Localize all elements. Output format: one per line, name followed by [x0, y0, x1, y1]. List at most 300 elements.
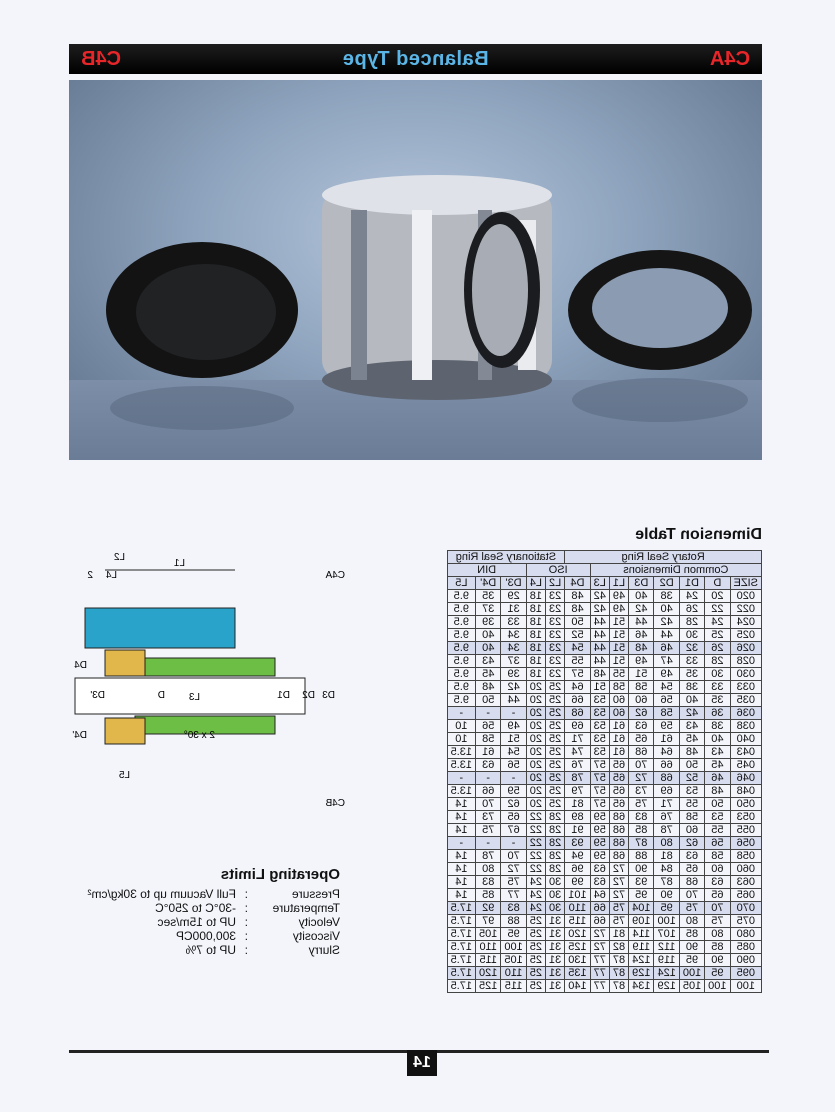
column-header: D2: [654, 577, 679, 590]
label-d1: D1: [277, 690, 290, 701]
table-cell: 58: [705, 850, 730, 863]
table-cell: 76: [565, 759, 590, 772]
table-cell: 114: [629, 928, 654, 941]
table-cell: 44: [590, 655, 609, 668]
table-cell: 130: [565, 954, 590, 967]
table-cell: 59: [590, 811, 609, 824]
table-cell: 44: [629, 616, 654, 629]
table-cell: 18: [526, 603, 545, 616]
table-cell: 59: [590, 824, 609, 837]
table-cell: 87: [609, 954, 628, 967]
table-cell: 31: [546, 915, 565, 928]
table-cell: 31: [546, 980, 565, 993]
table-cell: 63: [679, 850, 704, 863]
table-cell: 68: [609, 811, 628, 824]
table-cell: 49: [609, 603, 628, 616]
table-cell: 33: [679, 655, 704, 668]
table-cell: 42: [679, 707, 704, 720]
table-cell: 105: [476, 928, 501, 941]
table-cell: 66: [590, 915, 609, 928]
table-cell: 58: [476, 733, 501, 746]
table-cell: 93: [565, 837, 590, 850]
table-cell: 31: [546, 954, 565, 967]
table-cell: 9.5: [447, 616, 475, 629]
table-cell: 20: [526, 707, 545, 720]
table-cell: 85: [629, 824, 654, 837]
table-cell: 095: [730, 967, 761, 980]
table-cell: 77: [501, 889, 526, 902]
table-cell: 48: [679, 746, 704, 759]
table-cell: 96: [565, 863, 590, 876]
limit-label: Pressure: [291, 887, 340, 901]
table-cell: 14: [447, 850, 475, 863]
housing: [85, 608, 235, 648]
table-cell: 49: [609, 590, 628, 603]
table-cell: 024: [730, 616, 761, 629]
table-cell: 74: [565, 746, 590, 759]
table-row: [447, 902, 761, 915]
table-cell: 30: [705, 668, 730, 681]
table-cell: 53: [590, 707, 609, 720]
table-cell: 48: [629, 642, 654, 655]
table-cell: 83: [476, 876, 501, 889]
table-cell: 107: [654, 928, 679, 941]
table-cell: -: [501, 707, 526, 720]
seal-ring-bottom: [105, 718, 145, 744]
table-cell: 34: [501, 629, 526, 642]
table-cell: 60: [609, 694, 628, 707]
table-cell: 110: [501, 967, 526, 980]
table-cell: 25: [546, 785, 565, 798]
table-cell: 65: [705, 889, 730, 902]
table-cell: 68: [609, 824, 628, 837]
table-cell: 61: [476, 746, 501, 759]
table-cell: 9.5: [447, 681, 475, 694]
table-cell: 038: [730, 720, 761, 733]
table-cell: 20: [526, 746, 545, 759]
table-cell: 60: [705, 863, 730, 876]
mechanical-seal: [322, 175, 552, 400]
table-cell: 51: [501, 733, 526, 746]
table-cell: 48: [565, 603, 590, 616]
table-cell: 85: [679, 928, 704, 941]
table-cell: 040: [730, 733, 761, 746]
table-cell: 56: [501, 759, 526, 772]
limit-value: UP to 7%: [185, 943, 236, 957]
table-cell: 17.5: [447, 915, 475, 928]
column-header: D3: [629, 577, 654, 590]
table-cell: 85: [705, 941, 730, 954]
table-cell: 49: [629, 655, 654, 668]
table-cell: 48: [705, 785, 730, 798]
table-cell: 115: [476, 954, 501, 967]
product-photo: [69, 80, 762, 460]
table-cell: 050: [730, 798, 761, 811]
table-row: [447, 889, 761, 902]
table-cell: 063: [730, 876, 761, 889]
table-cell: 97: [476, 915, 501, 928]
table-cell: 95: [629, 889, 654, 902]
table-cell: 58: [679, 811, 704, 824]
table-cell: 115: [501, 980, 526, 993]
table-cell: 40: [629, 590, 654, 603]
table-cell: 87: [629, 837, 654, 850]
table-row: [447, 954, 761, 967]
common-header: Common Dimensions: [590, 564, 761, 577]
table-cell: 90: [705, 954, 730, 967]
table-cell: 25: [546, 733, 565, 746]
table-cell: 87: [609, 967, 628, 980]
table-cell: 25: [546, 694, 565, 707]
table-cell: 30: [546, 889, 565, 902]
table-cell: 110: [565, 902, 590, 915]
table-cell: 95: [679, 954, 704, 967]
limit-row: Temperature : -30°C to 250°C: [155, 901, 340, 915]
table-cell: 43: [705, 746, 730, 759]
table-cell: 43: [679, 720, 704, 733]
table-cell: 053: [730, 811, 761, 824]
table-cell: 17.5: [447, 941, 475, 954]
table-row: [447, 590, 761, 603]
table-cell: 64: [565, 681, 590, 694]
table-cell: 28: [679, 616, 704, 629]
table-cell: 64: [590, 889, 609, 902]
table-cell: 35: [476, 590, 501, 603]
label-2: 2: [87, 570, 93, 581]
table-cell: 124: [629, 954, 654, 967]
label-d4: D4: [74, 660, 87, 671]
table-cell: 95: [654, 902, 679, 915]
table-cell: 38: [705, 720, 730, 733]
table-cell: 44: [654, 629, 679, 642]
table-cell: 67: [501, 824, 526, 837]
table-cell: 105: [501, 954, 526, 967]
table-cell: 17.5: [447, 967, 475, 980]
table-cell: 20: [526, 785, 545, 798]
table-cell: 28: [546, 850, 565, 863]
rotary-part: [135, 658, 275, 676]
limit-value: -30°C to 250°C: [155, 901, 236, 915]
table-row: [447, 915, 761, 928]
table-cell: 75: [476, 824, 501, 837]
column-header: D: [705, 577, 730, 590]
table-cell: 28: [546, 824, 565, 837]
table-cell: 9.5: [447, 590, 475, 603]
limit-label: Slurry: [308, 943, 340, 957]
table-cell: 50: [705, 798, 730, 811]
table-cell: 81: [565, 798, 590, 811]
table-cell: 69: [565, 720, 590, 733]
table-cell: 13.5: [447, 785, 475, 798]
table-cell: 80: [705, 928, 730, 941]
table-cell: 68: [609, 850, 628, 863]
table-cell: 77: [590, 967, 609, 980]
table-cell: 52: [679, 772, 704, 785]
page-number: 14: [407, 1050, 437, 1076]
table-cell: 17.5: [447, 954, 475, 967]
table-cell: 73: [629, 785, 654, 798]
table-cell: 65: [609, 785, 628, 798]
table-cell: 109: [629, 915, 654, 928]
table-cell: 42: [590, 590, 609, 603]
table-cell: 85: [476, 889, 501, 902]
table-cell: 90: [679, 941, 704, 954]
table-cell: 18: [526, 642, 545, 655]
table-cell: 61: [654, 733, 679, 746]
table-cell: 71: [565, 733, 590, 746]
table-cell: 28: [546, 837, 565, 850]
table-row: [447, 928, 761, 941]
stationary-header: Stationary Seal Ring: [447, 551, 565, 564]
table-cell: 57: [590, 785, 609, 798]
table-cell: 25: [546, 798, 565, 811]
table-cell: 44: [590, 616, 609, 629]
column-header: L4: [526, 577, 545, 590]
table-cell: 94: [565, 850, 590, 863]
table-cell: 89: [565, 811, 590, 824]
table-cell: 68: [654, 772, 679, 785]
limit-row: Pressure : Full Vacuum up to 30kg/cm²: [87, 887, 340, 901]
table-cell: 100: [679, 967, 704, 980]
table-cell: 66: [590, 902, 609, 915]
table-cell: 26: [705, 642, 730, 655]
table-cell: 51: [609, 629, 628, 642]
table-cell: 14: [447, 811, 475, 824]
table-cell: 55: [565, 655, 590, 668]
table-cell: 51: [590, 681, 609, 694]
table-cell: 62: [679, 837, 704, 850]
table-cell: 72: [609, 863, 628, 876]
table-cell: 18: [526, 668, 545, 681]
table-cell: 14: [447, 824, 475, 837]
table-cell: 35: [705, 694, 730, 707]
table-cell: 56: [705, 837, 730, 850]
table-cell: -: [447, 772, 475, 785]
label-l3: L3: [188, 692, 200, 703]
table-cell: 60: [629, 694, 654, 707]
table-row: [447, 655, 761, 668]
table-cell: 59: [501, 785, 526, 798]
table-cell: 25: [546, 746, 565, 759]
table-cell: 25: [526, 967, 545, 980]
table-cell: 033: [730, 681, 761, 694]
label-l1: L1: [173, 558, 185, 569]
table-cell: 9.5: [447, 603, 475, 616]
table-cell: 22: [526, 850, 545, 863]
limit-row: Velocity : UP to 15m/sec: [157, 915, 340, 929]
table-cell: 53: [590, 694, 609, 707]
table-cell: 17.5: [447, 980, 475, 993]
table-cell: 17.5: [447, 902, 475, 915]
table-cell: 36: [705, 707, 730, 720]
table-cell: 080: [730, 928, 761, 941]
table-cell: 24: [526, 889, 545, 902]
table-cell: 75: [609, 902, 628, 915]
limit-value: 300,000CP: [175, 929, 236, 943]
table-cell: 95: [501, 928, 526, 941]
table-cell: 23: [546, 655, 565, 668]
table-cell: 58: [629, 681, 654, 694]
table-row: [447, 824, 761, 837]
table-cell: 75: [705, 915, 730, 928]
table-cell: 30: [546, 902, 565, 915]
table-cell: 115: [565, 915, 590, 928]
table-cell: 53: [590, 746, 609, 759]
table-cell: 24: [526, 902, 545, 915]
table-cell: -: [476, 837, 501, 850]
table-cell: 058: [730, 850, 761, 863]
table-cell: 45: [679, 733, 704, 746]
table-cell: 88: [501, 915, 526, 928]
table-cell: 14: [447, 889, 475, 902]
table-cell: 035: [730, 694, 761, 707]
table-cell: 070: [730, 902, 761, 915]
table-cell: 72: [501, 863, 526, 876]
table-cell: 72: [590, 928, 609, 941]
table-cell: 20: [526, 798, 545, 811]
table-cell: 24: [705, 616, 730, 629]
table-cell: 82: [609, 941, 628, 954]
table-row: [447, 980, 761, 993]
table-cell: 036: [730, 707, 761, 720]
table-cell: 020: [730, 590, 761, 603]
table-cell: 76: [654, 811, 679, 824]
table-cell: 53: [590, 720, 609, 733]
table-cell: 65: [679, 863, 704, 876]
column-header: D1: [679, 577, 704, 590]
type-tag-right: C4B: [81, 47, 122, 70]
table-cell: 45: [705, 759, 730, 772]
table-cell: 65: [629, 733, 654, 746]
table-cell: 79: [565, 785, 590, 798]
table-cell: 90: [654, 889, 679, 902]
table-cell: 140: [565, 980, 590, 993]
table-cell: 29: [501, 590, 526, 603]
table-cell: 30: [546, 876, 565, 889]
table-cell: 124: [654, 967, 679, 980]
table-cell: 87: [654, 876, 679, 889]
table-cell: 70: [501, 850, 526, 863]
table-cell: 72: [609, 889, 628, 902]
table-cell: 23: [546, 629, 565, 642]
table-cell: 119: [654, 954, 679, 967]
table-cell: 28: [546, 863, 565, 876]
table-cell: 25: [526, 954, 545, 967]
table-cell: 49: [501, 720, 526, 733]
limit-row: Slurry : UP to 7%: [185, 943, 340, 957]
table-cell: 48: [476, 681, 501, 694]
table-cell: 68: [565, 707, 590, 720]
table-cell: 65: [609, 759, 628, 772]
table-cell: 68: [629, 746, 654, 759]
table-cell: 73: [476, 811, 501, 824]
table-cell: 51: [609, 642, 628, 655]
table-cell: 68: [609, 837, 628, 850]
table-cell: 25: [526, 941, 545, 954]
table-cell: 046: [730, 772, 761, 785]
table-cell: 44: [501, 694, 526, 707]
table-cell: 55: [609, 668, 628, 681]
label-c4a: C4A: [325, 570, 345, 581]
table-cell: 31: [501, 603, 526, 616]
table-cell: 9.5: [447, 629, 475, 642]
limit-row: Viscosity : 300,000CP: [175, 929, 340, 943]
table-cell: 20: [526, 720, 545, 733]
label-c4b: C4B: [325, 798, 345, 808]
limit-value: Full Vacuum up to 30kg/cm²: [87, 887, 236, 901]
table-cell: 24: [679, 590, 704, 603]
table-cell: 53: [590, 733, 609, 746]
table-cell: 100: [705, 980, 730, 993]
table-cell: 77: [590, 954, 609, 967]
table-cell: 61: [609, 720, 628, 733]
column-header: SIZE: [730, 577, 761, 590]
table-cell: 61: [609, 746, 628, 759]
table-cell: 70: [476, 798, 501, 811]
limit-label: Temperature: [272, 901, 340, 915]
label-d3: D3: [322, 690, 335, 701]
table-cell: 9.5: [447, 668, 475, 681]
table-cell: 33: [501, 616, 526, 629]
table-cell: 23: [546, 616, 565, 629]
table-cell: 075: [730, 915, 761, 928]
seal-ring-top: [105, 650, 145, 676]
table-cell: 54: [654, 681, 679, 694]
table-cell: 23: [546, 590, 565, 603]
table-cell: 22: [705, 603, 730, 616]
table-cell: 64: [654, 746, 679, 759]
table-cell: 085: [730, 941, 761, 954]
table-cell: 25: [546, 681, 565, 694]
label-d3p: D3': [90, 690, 105, 701]
table-row: [447, 798, 761, 811]
table-cell: 14: [447, 863, 475, 876]
table-cell: 100: [501, 941, 526, 954]
table-cell: 51: [609, 655, 628, 668]
label-chamfer: 2 x 30°: [183, 730, 215, 741]
table-cell: 045: [730, 759, 761, 772]
column-header: D4': [476, 577, 501, 590]
table-cell: 63: [590, 876, 609, 889]
table-cell: 40: [476, 642, 501, 655]
table-cell: 23: [546, 668, 565, 681]
table-cell: 83: [501, 902, 526, 915]
table-cell: 66: [565, 694, 590, 707]
table-cell: 56: [654, 694, 679, 707]
table-cell: 92: [476, 902, 501, 915]
seal-cross-section-diagram: [65, 548, 345, 808]
table-cell: 55: [679, 798, 704, 811]
table-row: [447, 603, 761, 616]
table-cell: -: [476, 772, 501, 785]
table-cell: 44: [590, 642, 609, 655]
label-l5: L5: [118, 770, 130, 781]
table-row: [447, 733, 761, 746]
table-row: [447, 876, 761, 889]
table-cell: 95: [705, 967, 730, 980]
table-row: [447, 811, 761, 824]
column-header: D3': [501, 577, 526, 590]
table-cell: 63: [705, 876, 730, 889]
table-cell: 23: [546, 603, 565, 616]
table-cell: 62: [501, 798, 526, 811]
table-cell: 129: [629, 967, 654, 980]
table-cell: 22: [526, 824, 545, 837]
table-cell: 100: [654, 915, 679, 928]
table-cell: 39: [501, 668, 526, 681]
table-cell: 66: [476, 785, 501, 798]
iso-header: ISO: [526, 564, 590, 577]
